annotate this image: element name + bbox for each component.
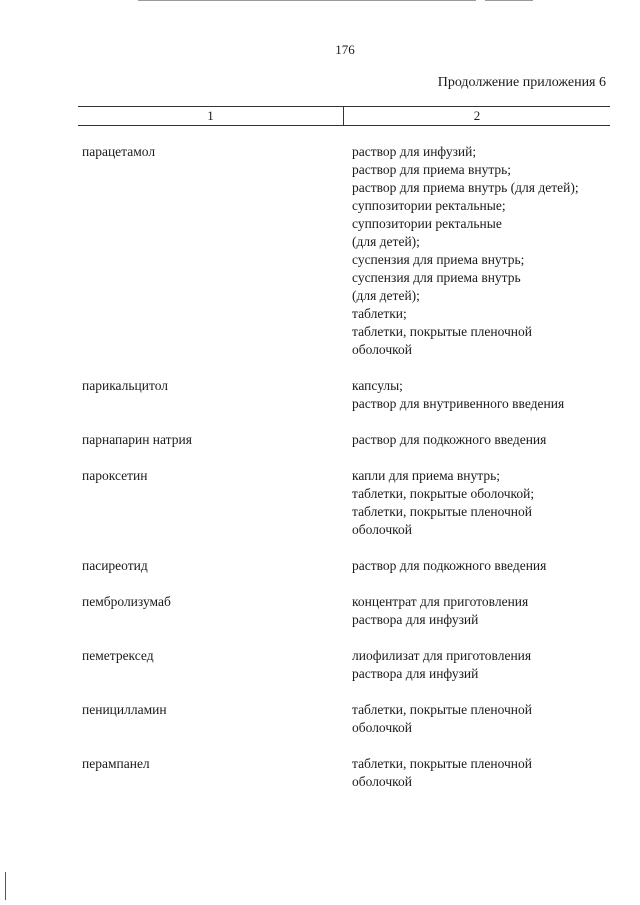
dosage-form-line: раствор для инфузий;: [352, 144, 477, 159]
column-header-2: 2: [473, 108, 481, 123]
column-header-1: 1: [207, 108, 214, 123]
dosage-form-line: таблетки, покрытые пленочной: [352, 504, 533, 519]
table-row: [0, 431, 640, 449]
drug-name: перампанел: [82, 756, 150, 771]
dosage-form-line: раствор для приема внутрь (для детей);: [352, 180, 579, 195]
dosage-forms: [352, 377, 622, 413]
dosage-form-line: раствор для внутривенного введения: [352, 396, 565, 411]
dosage-form-line: раствора для инфузий: [352, 612, 479, 627]
dosage-forms: [352, 647, 622, 683]
table-row: [0, 701, 640, 737]
table-row: [0, 467, 640, 539]
dosage-form-line: таблетки;: [352, 306, 407, 321]
drug-name: пароксетин: [82, 468, 148, 483]
scan-edge-mark: [5, 872, 6, 900]
drug-name: пембролизумаб: [82, 594, 171, 609]
dosage-form-line: суспензия для приема внутрь: [352, 270, 521, 285]
dosage-forms: [352, 755, 622, 791]
dosage-form-line: таблетки, покрытые пленочной: [352, 324, 533, 339]
appendix-continuation: Продолжение приложения 6: [437, 75, 606, 90]
dosage-forms: [352, 467, 622, 539]
top-scan-rule-right: [485, 0, 533, 1]
dosage-form-line: концентрат для приготовления: [352, 594, 529, 609]
table-row: [0, 377, 640, 413]
drug-name: парацетамол: [82, 144, 156, 159]
dosage-form-line: капсулы;: [352, 378, 403, 393]
drug-name: пеницилламин: [82, 702, 167, 717]
table-body: [0, 143, 640, 809]
dosage-form-line: оболочкой: [352, 720, 412, 735]
dosage-form-line: таблетки, покрытые пленочной: [352, 702, 533, 717]
dosage-forms: [352, 593, 622, 629]
table-row: [0, 755, 640, 791]
dosage-forms: [352, 431, 622, 449]
table-row: [0, 593, 640, 629]
dosage-form-line: оболочкой: [352, 774, 412, 789]
dosage-form-line: оболочкой: [352, 522, 412, 537]
dosage-form-line: лиофилизат для приготовления: [352, 648, 532, 663]
drug-name: пеметрексед: [82, 648, 154, 663]
table-row: [0, 143, 640, 359]
drug-name: парикальцитол: [82, 378, 169, 393]
dosage-form-line: (для детей);: [352, 234, 420, 249]
dosage-form-line: раствор для подкожного введения: [352, 558, 547, 573]
table-row: [0, 557, 640, 575]
top-scan-rule: [138, 0, 476, 1]
dosage-forms: [352, 701, 622, 737]
dosage-forms: [352, 143, 622, 359]
dosage-form-line: раствора для инфузий: [352, 666, 479, 681]
dosage-form-line: (для детей);: [352, 288, 420, 303]
dosage-form-line: суспензия для приема внутрь;: [352, 252, 525, 267]
table-row: [0, 647, 640, 683]
dosage-form-line: суппозитории ректальные: [352, 216, 502, 231]
table-header: [78, 106, 610, 126]
page-number: 176: [335, 42, 355, 57]
drug-name: парнапарин натрия: [82, 432, 192, 447]
dosage-forms: [352, 557, 622, 575]
dosage-form-line: таблетки, покрытые пленочной: [352, 756, 533, 771]
dosage-form-line: раствор для подкожного введения: [352, 432, 547, 447]
dosage-form-line: раствор для приема внутрь;: [352, 162, 512, 177]
dosage-form-line: таблетки, покрытые оболочкой;: [352, 486, 535, 501]
dosage-form-line: оболочкой: [352, 342, 412, 357]
dosage-form-line: капли для приема внутрь;: [352, 468, 500, 483]
drug-name: пасиреотид: [82, 558, 148, 573]
dosage-form-line: суппозитории ректальные;: [352, 198, 506, 213]
